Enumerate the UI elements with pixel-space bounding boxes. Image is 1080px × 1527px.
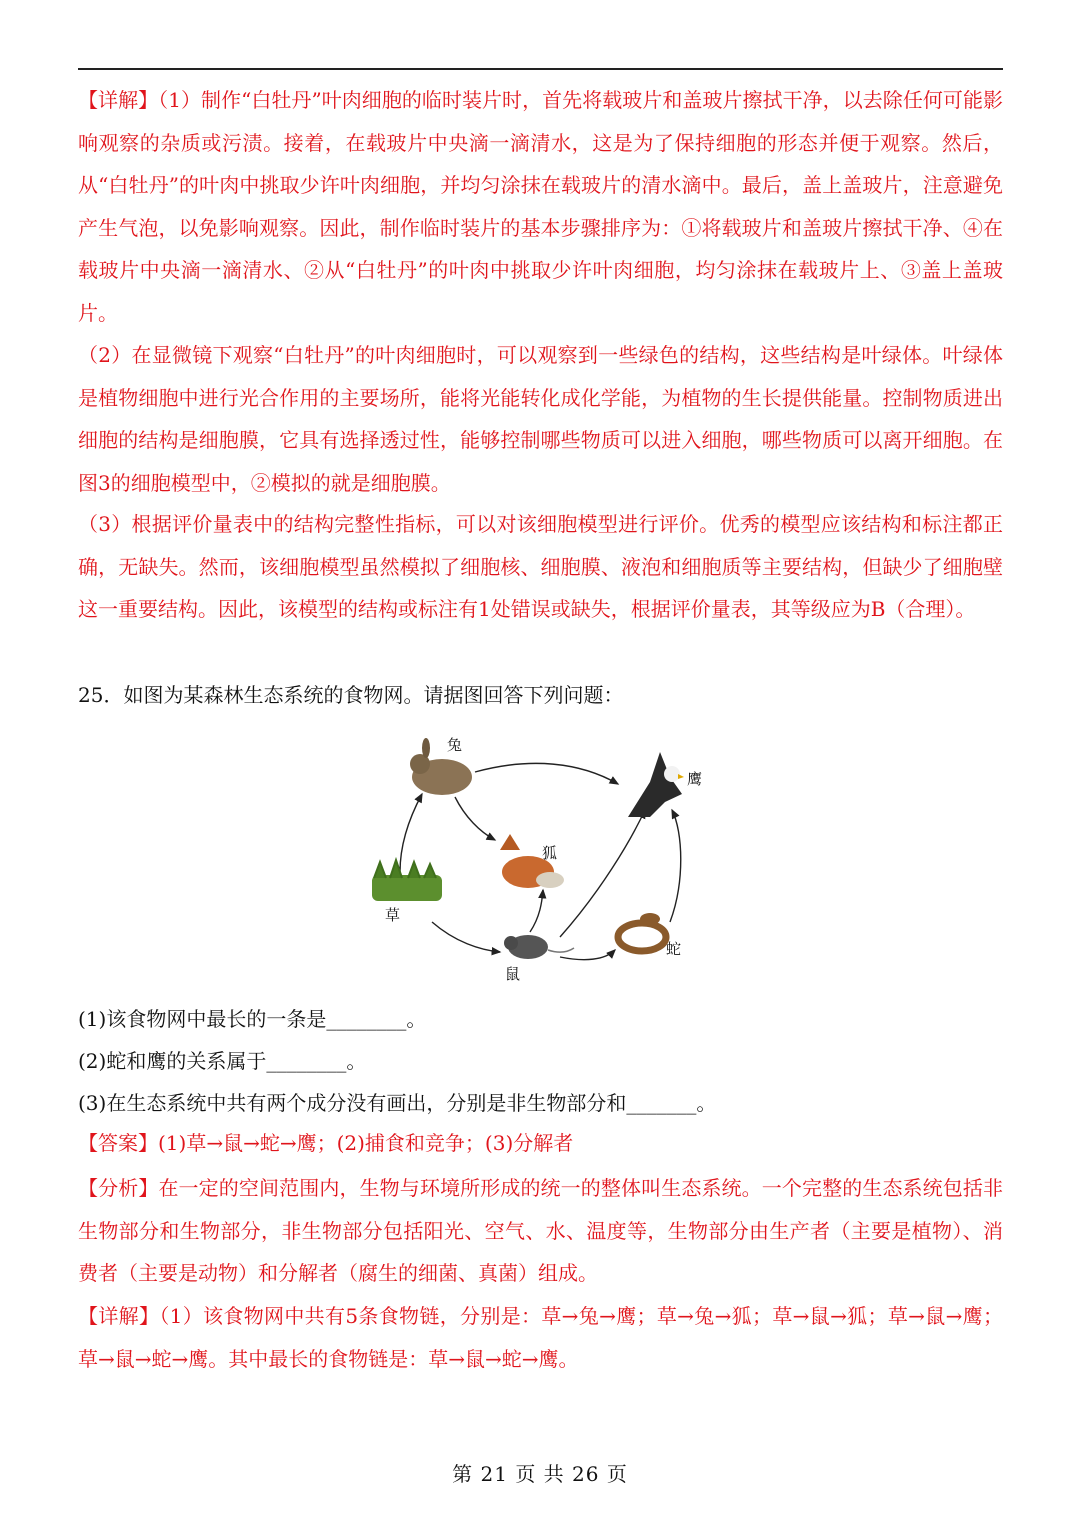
grass-icon bbox=[372, 860, 442, 901]
analysis-paragraph: 【分析】在一定的空间范围内，生物与环境所形成的统一的整体叫生态系统。一个完整的生态系统包括非生物部分和生物部分，非生物部分包括阳光、空气、水、温度等，生物部分由生产者（主要是植物）、消费者（主要是动物）和分解者（腐生的细菌、真菌）组成。 bbox=[78, 1176, 1003, 1285]
detail-paragraph-q25: 【详解】（1）该食物网中共有5条食物链，分别是：草→兔→鹰；草→兔→狐；草→鼠→狐；草→鼠→鹰；草→鼠→蛇→鹰。其中最长的食物链是：草→鼠→蛇→鹰。 bbox=[78, 1304, 1003, 1371]
page-footer: 第 21 页 共 26 页 bbox=[452, 1462, 628, 1486]
header-rule bbox=[78, 68, 1003, 70]
mouse-icon bbox=[504, 935, 574, 959]
fox-label: 狐 bbox=[542, 844, 558, 862]
subquestion-3: (3)在生态系统中共有两个成分没有画出，分别是非生物部分和_______。 bbox=[78, 1091, 717, 1115]
answer-line: 【答案】(1)草→鼠→蛇→鹰；(2)捕食和竞争；(3)分解者 bbox=[78, 1131, 574, 1155]
detail-paragraph-2: （2）在显微镜下观察“白牡丹”的叶肉细胞时，可以观察到一些绿色的结构，这些结构是叶绿体。叶绿体是植物细胞中进行光合作用的主要场所，能将光能转化成化学能，为植物的生长提供能量。控制物质进出细胞的结构是细胞膜，它具有选择透过性，能够控制哪些物质可以进入细胞，哪些物质可以离开细胞。在图3的细胞模型中，②模拟的就是细胞膜。 bbox=[78, 343, 1003, 495]
snake-icon bbox=[618, 913, 666, 951]
question-stem: 25．如图为某森林生态系统的食物网。请据图回答下列问题： bbox=[78, 683, 624, 707]
mouse-label: 鼠 bbox=[505, 965, 521, 983]
subquestion-2: (2)蛇和鹰的关系属于________。 bbox=[78, 1049, 367, 1073]
rabbit-icon bbox=[410, 738, 472, 795]
food-web-diagram bbox=[360, 722, 720, 992]
eagle-label: 鹰 bbox=[687, 770, 703, 788]
subquestion-1: (1)该食物网中最长的一条是________。 bbox=[78, 1007, 427, 1031]
grass-label: 草 bbox=[385, 906, 401, 924]
rabbit-label: 兔 bbox=[447, 736, 463, 754]
snake-label: 蛇 bbox=[666, 940, 682, 958]
detail-paragraph-1: 【详解】（1）制作“白牡丹”叶肉细胞的临时装片时，首先将载玻片和盖玻片擦拭干净，以去除任何可能影响观察的杂质或污渍。接着，在载玻片中央滴一滴清水，这是为了保持细胞的形态并便于观察。然后，从“白牡丹”的叶肉中挑取少许叶肉细胞，并均匀涂抹在载玻片的清水滴中。最后，盖上盖玻片，注意避免产生气泡，以免影响观察。因此，制作临时装片的基本步骤排序为：①将载玻片和盖玻片擦拭干净、④在载玻片中央滴一滴清水、②从“白牡丹”的叶肉中挑取少许叶肉细胞，均匀涂抹在载玻片上、③盖上盖玻片。 bbox=[78, 88, 1003, 325]
eagle-icon bbox=[628, 752, 684, 817]
detail-paragraph-3: （3）根据评价量表中的结构完整性指标，可以对该细胞模型进行评价。优秀的模型应该结构和标注都正确，无缺失。然而，该细胞模型虽然模拟了细胞核、细胞膜、液泡和细胞质等主要结构，但缺少了细胞壁这一重要结构。因此，该模型的结构或标注有1处错误或缺失，根据评价量表，其等级应为B（合理）。 bbox=[78, 512, 1003, 621]
